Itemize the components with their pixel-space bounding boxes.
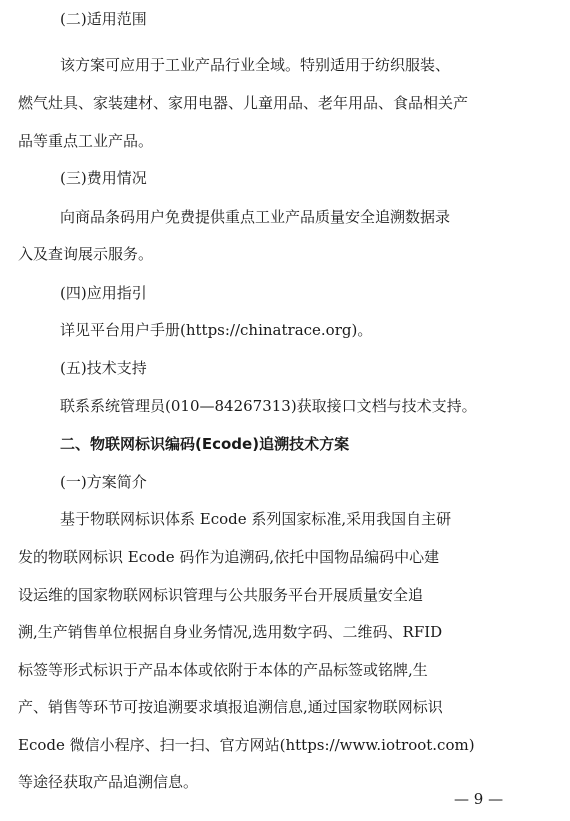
paragraph-overview-line-2: 发的物联网标识 Ecode 码作为追溯码,依托中国物品编码中心建 [18,548,440,566]
paragraph-overview-line-8: 等途径获取产品追溯信息。 [18,773,199,791]
paragraph-overview-line-1: 基于物联网标识体系 Ecode 系列国家标准,采用我国自主研 [60,510,452,528]
paragraph-fees-line-1: 向商品条码用户免费提供重点工业产品质量安全追溯数据录 [60,208,451,226]
section-heading-fees: (三)费用情况 [60,169,147,187]
paragraph-overview-line-6: 产、销售等环节可按追溯要求填报追溯信息,通过国家物联网标识 [18,698,443,716]
paragraph-overview-line-3: 设运维的国家物联网标识管理与公共服务平台开展质量安全追 [18,586,424,604]
paragraph-overview-line-5: 标签等形式标识于产品本体或依附于本体的产品标签或铭牌,生 [18,661,428,679]
paragraph-scope-line-3: 品等重点工业产品。 [18,132,154,150]
section-heading-guide: (四)应用指引 [60,284,147,302]
paragraph-guide-line-1: 详见平台用户手册(https://chinatrace.org)。 [60,321,373,339]
section-heading-overview: (一)方案简介 [60,473,147,491]
section-heading-scope: (二)适用范围 [60,10,147,28]
paragraph-overview-line-4: 溯,生产销售单位根据自身业务情况,选用数字码、二维码、RFID [18,623,443,641]
paragraph-scope-line-1: 该方案可应用于工业产品行业全域。特别适用于纺织服装、 [60,56,451,74]
paragraph-scope-line-2: 燃气灶具、家装建材、家用电器、儿童用品、老年用品、食品相关产 [18,94,469,112]
paragraph-overview-line-7: Ecode 微信小程序、扫一扫、官方网站(https://www.iotroot.com) [18,736,475,754]
paragraph-fees-line-2: 入及查询展示服务。 [18,245,154,263]
section-heading-support: (五)技术支持 [60,359,147,377]
chapter-heading-ecode: 二、物联网标识编码(Ecode)追溯技术方案 [60,435,350,453]
paragraph-support-line-1: 联系系统管理员(010—84267313)获取接口文档与技术支持。 [60,397,477,415]
page-number: — 9 — [454,790,504,808]
